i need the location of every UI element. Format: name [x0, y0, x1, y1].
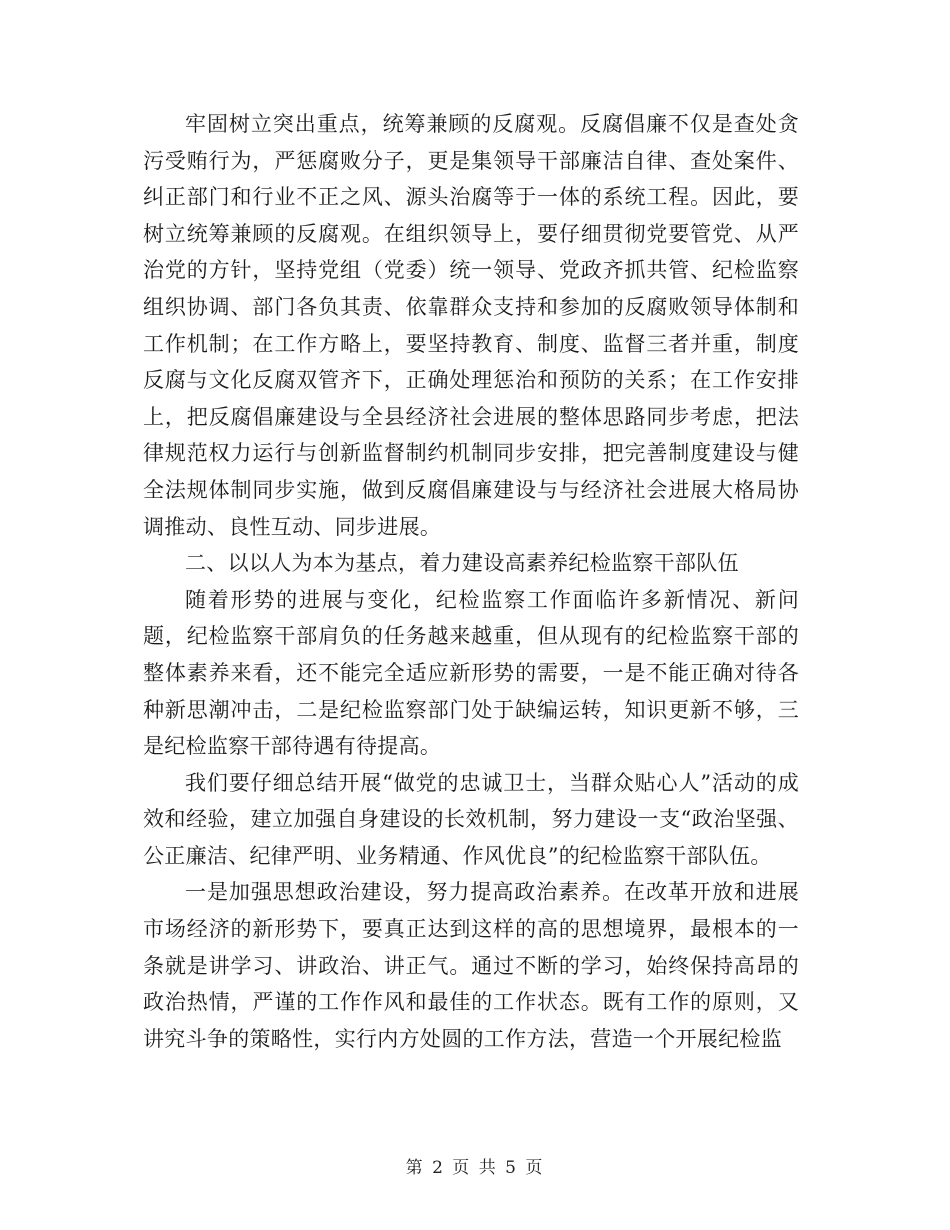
page-number-footer: 第 2 页 共 5 页 [405, 1158, 545, 1178]
paragraph-situation: 随着形势的进展与变化，纪检监察工作面临许多新情况、新问题，纪检监察干部肩负的任务越来越重，但从现有的纪检监察干部的整体素养来看，还不能完全适应新形势的需要，一是不能正确对待各种新思潮冲击，二是纪检监察部门处于缺编运转，知识更新不够，三是纪检监察干部待遇有待提高。 [143, 587, 799, 759]
paragraph-summary-experience: 我们要仔细总结开展“做党的忠诚卫士，当群众贴心人”活动的成效和经验，建立加强自身建设的长效机制，努力建设一支“政治坚强、公正廉洁、纪律严明、业务精通、作风优良”的纪检监察干部队伍。 [143, 770, 799, 868]
paragraph-anti-corruption-view: 牢固树立突出重点，统筹兼顾的反腐观。反腐倡廉不仅是查处贪污受贿行为，严惩腐败分子，更是集领导干部廉洁自律、查处案件、纠正部门和行业不正之风、源头治腐等于一体的系统工程。因此，要树立统筹兼顾的反腐观。在组织领导上，要仔细贯彻党要管党、从严治党的方针，坚持党组（党委）统一领导、党政齐抓共管、纪检监察组织协调、部门各负其责、依靠群众支持和参加的反腐败领导体制和工作机制；在工作方略上，要坚持教育、制度、监督三者并重，制度反腐与文化反腐双管齐下，正确处理惩治和预防的关系；在工作安排上，把反腐倡廉建设与全县经济社会进展的整体思路同步考虑，把法律规范权力运行与创新监督制约机制同步安排，把完善制度建设与健全法规体制同步实施，做到反腐倡廉建设与与经济社会进展大格局协调推动、良性互动、同步进展。 [143, 112, 799, 539]
document-body [143, 106, 799, 1057]
section-heading-two: 二、以以人为本为基点，着力建设高素养纪检监察干部队伍 [185, 551, 739, 576]
paragraph-political-construction: 一是加强思想政治建设，努力提高政治素养。在改革开放和进展市场经济的新形势下，要真正达到这样的高的思想境界，最根本的一条就是讲学习、讲政治、讲正气。通过不断的学习，始终保持高昂的政治热情，严谨的工作作风和最佳的工作状态。既有工作的原则，又讲究斗争的策略性，实行内方处圆的工作方法，营造一个开展纪检监 [143, 880, 799, 1051]
